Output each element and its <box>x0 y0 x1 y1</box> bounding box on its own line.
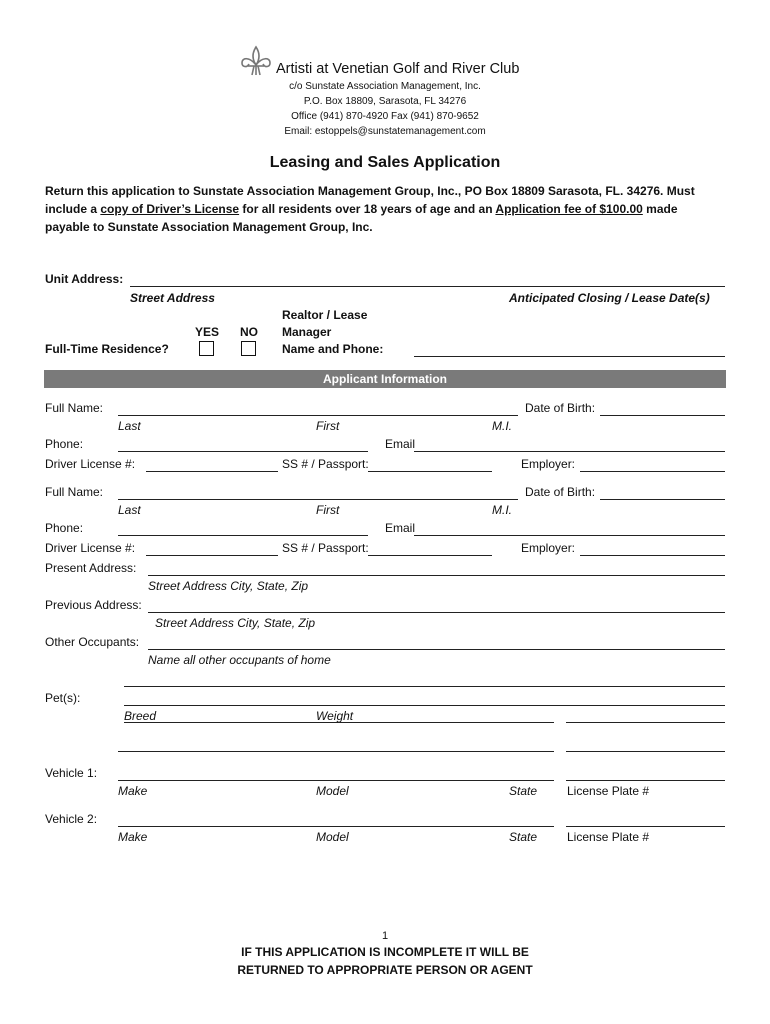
instructions-line-2 <box>45 202 678 216</box>
present-address-label: Present Address: <box>45 561 137 575</box>
instructions-line-3: payable to Sunstate Association Management Group, Inc. <box>45 220 373 234</box>
last-name-hint: Last <box>118 503 141 517</box>
driver-license-label: Driver License #: <box>45 541 136 555</box>
po-box-line: P.O. Box 18809, Sarasota, FL 34276 <box>303 96 467 107</box>
full-name-field[interactable] <box>118 415 518 416</box>
page-number: 1 <box>381 930 389 942</box>
instructions-text: include a <box>45 202 101 216</box>
middle-initial-hint: M.I. <box>492 503 512 517</box>
ss-passport-label: SS # / Passport: <box>282 541 369 555</box>
realtor-label-line-3: Name and Phone: <box>282 342 384 356</box>
vehicle-1-plate-field[interactable] <box>566 780 725 781</box>
no-label: NO <box>240 325 258 339</box>
email-label: Email <box>385 521 416 535</box>
phone-field[interactable] <box>118 451 368 452</box>
previous-address-field[interactable] <box>148 612 725 613</box>
full-name-field-2[interactable] <box>118 499 518 500</box>
dob-field-2[interactable] <box>600 499 725 500</box>
full-time-yes-checkbox[interactable] <box>199 341 214 356</box>
breed-hint: Breed <box>124 709 157 723</box>
driver-license-field[interactable] <box>146 471 278 472</box>
pets-label: Pet(s): <box>45 691 81 705</box>
state-hint: State <box>509 830 538 844</box>
other-occupants-hint: Name all other occupants of home <box>148 653 331 667</box>
other-occupants-field-2[interactable] <box>124 686 725 687</box>
present-address-field[interactable] <box>148 575 725 576</box>
vehicle-2-label: Vehicle 2: <box>45 812 98 826</box>
weight-hint: Weight <box>316 709 354 723</box>
street-address-hint: Street Address <box>130 291 215 305</box>
application-fee-requirement: Application fee of $100.00 <box>495 202 643 216</box>
instructions-text: for all residents over 18 years of age and an <box>239 202 496 216</box>
pets-field[interactable] <box>124 705 725 706</box>
unit-address-field[interactable] <box>130 286 725 287</box>
incomplete-notice-line-2: RETURNED TO APPROPRIATE PERSON OR AGENT <box>237 963 533 977</box>
present-address-hint: Street Address City, State, Zip <box>148 579 309 593</box>
email-line: Email: estoppels@sunstatemanagement.com <box>284 126 486 137</box>
driver-license-label: Driver License #: <box>45 457 136 471</box>
pet-extra-field-2[interactable] <box>566 751 725 752</box>
vehicle-2-field[interactable] <box>118 826 554 827</box>
applicant-information-header: Applicant Information <box>44 370 726 388</box>
employer-label: Employer: <box>521 457 576 471</box>
first-name-hint: First <box>316 503 340 517</box>
driver-license-field-2[interactable] <box>146 555 278 556</box>
email-label: Email <box>385 437 416 451</box>
full-name-label: Full Name: <box>45 485 104 499</box>
vehicle-1-label: Vehicle 1: <box>45 766 98 780</box>
vehicle-2-plate-field[interactable] <box>566 826 725 827</box>
other-occupants-field[interactable] <box>148 649 725 650</box>
realtor-label-line-2: Manager <box>282 325 332 339</box>
ss-passport-field-2[interactable] <box>368 555 492 556</box>
closing-date-hint: Anticipated Closing / Lease Date(s) <box>509 291 710 305</box>
pet-breed-weight-field[interactable] <box>124 722 554 723</box>
unit-address-label: Unit Address: <box>45 272 124 286</box>
make-hint: Make <box>118 830 148 844</box>
employer-field-2[interactable] <box>580 555 725 556</box>
full-time-residence-label: Full-Time Residence? <box>45 342 169 356</box>
license-plate-hint: License Plate # <box>567 784 650 798</box>
last-name-hint: Last <box>118 419 141 433</box>
realtor-name-phone-field[interactable] <box>414 356 725 357</box>
previous-address-label: Previous Address: <box>45 598 142 612</box>
care-of-line: c/o Sunstate Association Management, Inc. <box>289 81 481 92</box>
employer-field[interactable] <box>580 471 725 472</box>
model-hint: Model <box>316 830 349 844</box>
org-name: Artisti at Venetian Golf and River Club <box>276 61 520 77</box>
phone-label: Phone: <box>45 437 84 451</box>
realtor-label-line-1: Realtor / Lease <box>282 308 368 322</box>
full-name-label: Full Name: <box>45 401 104 415</box>
yes-label: YES <box>195 325 220 339</box>
instructions-line-1: Return this application to Sunstate Association Management Group, Inc., PO Box 18809 Sarasota, FL. 34276. Must <box>45 184 695 198</box>
make-hint: Make <box>118 784 148 798</box>
dob-field[interactable] <box>600 415 725 416</box>
office-fax-line: Office (941) 870-4920 Fax (941) 870-9652 <box>291 111 479 122</box>
page-title: Leasing and Sales Application <box>269 154 501 171</box>
email-field[interactable] <box>414 451 725 452</box>
instructions-text: made <box>642 202 678 216</box>
other-occupants-label: Other Occupants: <box>45 635 140 649</box>
state-hint: State <box>509 784 538 798</box>
phone-field-2[interactable] <box>118 535 368 536</box>
middle-initial-hint: M.I. <box>492 419 512 433</box>
dob-label: Date of Birth: <box>525 485 596 499</box>
model-hint: Model <box>316 784 349 798</box>
vehicle-1-field[interactable] <box>118 780 554 781</box>
ss-passport-label: SS # / Passport: <box>282 457 369 471</box>
employer-label: Employer: <box>521 541 576 555</box>
fleur-de-lis-logo <box>238 45 274 77</box>
ss-passport-field[interactable] <box>368 471 492 472</box>
pet-breed-weight-field-2[interactable] <box>118 751 554 752</box>
pet-extra-field[interactable] <box>566 722 725 723</box>
license-plate-hint: License Plate # <box>567 830 650 844</box>
drivers-license-requirement: copy of Driver’s License <box>100 202 240 216</box>
phone-label: Phone: <box>45 521 84 535</box>
email-field-2[interactable] <box>414 535 725 536</box>
previous-address-hint: Street Address City, State, Zip <box>155 616 316 630</box>
first-name-hint: First <box>316 419 340 433</box>
full-time-no-checkbox[interactable] <box>241 341 256 356</box>
dob-label: Date of Birth: <box>525 401 596 415</box>
incomplete-notice-line-1: IF THIS APPLICATION IS INCOMPLETE IT WILL BE <box>241 945 529 959</box>
